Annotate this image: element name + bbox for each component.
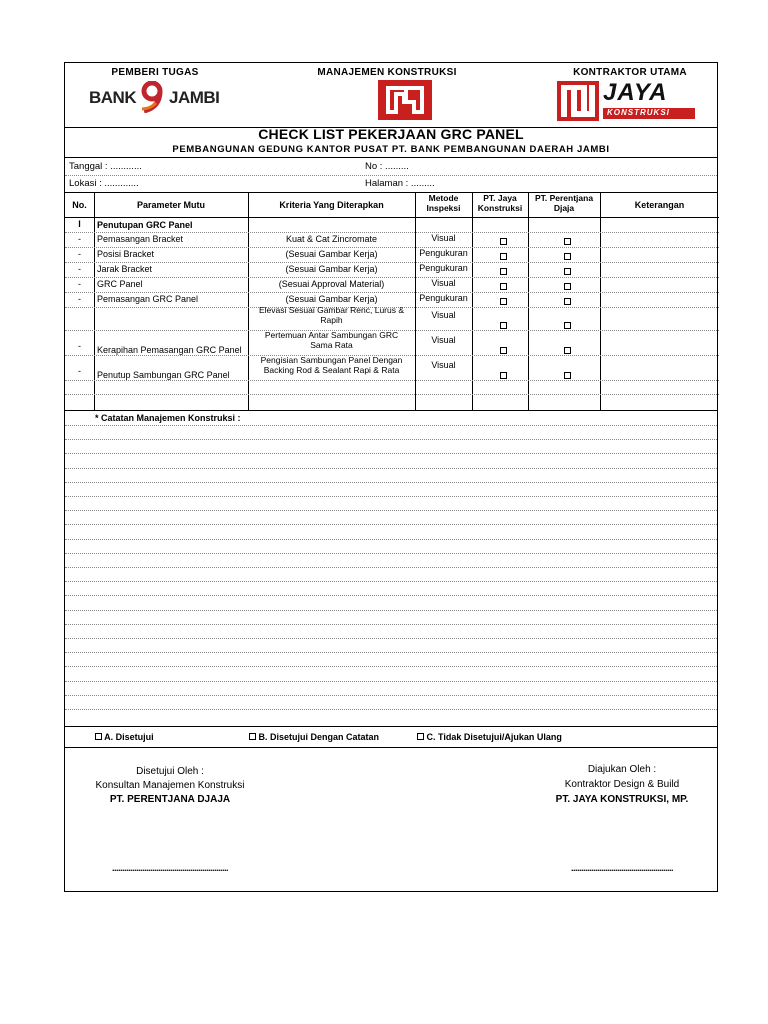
perentjana-checkbox-icon[interactable] bbox=[564, 347, 571, 354]
perentjana-checkbox-icon[interactable] bbox=[564, 298, 571, 305]
approved-by-label: Disetujui Oleh : bbox=[136, 766, 204, 777]
row-parameter: Penutup Sambungan GRC Panel bbox=[97, 370, 230, 380]
jaya-checkbox-icon[interactable] bbox=[500, 372, 507, 379]
bank-nine-icon bbox=[136, 81, 170, 113]
konstruksi-logo-text: KONSTRUKSI bbox=[607, 108, 670, 117]
bank-logo-text: BANK bbox=[89, 88, 137, 107]
perentjana-checkbox-icon[interactable] bbox=[564, 322, 571, 329]
submitted-by-company: PT. JAYA KONSTRUKSI, MP. bbox=[555, 794, 689, 805]
date-field: Tanggal : ............ bbox=[69, 161, 142, 172]
column-header-remarks: Keterangan bbox=[634, 200, 685, 210]
rejected-checkbox-icon[interactable] bbox=[417, 733, 424, 740]
approved-by-company: PT. PERENTJANA DJAJA bbox=[109, 794, 231, 805]
main-contractor-label: KONTRAKTOR UTAMA bbox=[573, 67, 687, 78]
row-method: Visual bbox=[431, 335, 456, 345]
section-number: I bbox=[78, 219, 81, 229]
jaya-checkbox-icon[interactable] bbox=[500, 253, 507, 260]
row-criteria: Elevasi Sesuai Gambar Renc, Lurus & Rapih bbox=[258, 305, 405, 325]
row-number: - bbox=[78, 249, 81, 259]
row-parameter: Jarak Bracket bbox=[97, 264, 153, 274]
checklist-sheet bbox=[64, 62, 718, 892]
option-rejected[interactable]: C. Tidak Disetujui/Ajukan Ulang bbox=[417, 732, 562, 742]
jambi-logo-text: JAMBI bbox=[169, 88, 220, 107]
row-parameter: Kerapihan Pemasangan GRC Panel bbox=[97, 345, 242, 355]
column-header-parameter: Parameter Mutu bbox=[136, 200, 206, 210]
submitter-signature-line[interactable]: ................................................... bbox=[570, 863, 674, 873]
jaya-checkbox-icon[interactable] bbox=[500, 238, 507, 245]
notes-label: * Catatan Manajemen Konstruksi : bbox=[95, 413, 241, 423]
row-criteria: Kuat & Cat Zincromate bbox=[285, 234, 378, 244]
perentjana-checkbox-icon[interactable] bbox=[564, 268, 571, 275]
column-header-method: Metode Inspeksi bbox=[426, 193, 461, 213]
employer-label: PEMBERI TUGAS bbox=[111, 67, 199, 78]
section-title: Penutupan GRC Panel bbox=[97, 220, 193, 230]
row-criteria: (Sesuai Gambar Kerja) bbox=[285, 294, 378, 304]
row-parameter: Pemasangan Bracket bbox=[97, 234, 184, 244]
row-method: Visual bbox=[431, 278, 456, 288]
perentjana-checkbox-icon[interactable] bbox=[564, 253, 571, 260]
column-header-criteria: Kriteria Yang Diterapkan bbox=[279, 200, 384, 210]
row-number: - bbox=[78, 366, 81, 376]
row-method: Visual bbox=[431, 360, 456, 370]
jaya-konstruksi-logo bbox=[557, 81, 697, 121]
row-number: - bbox=[78, 234, 81, 244]
row-method: Visual bbox=[431, 233, 456, 243]
option-approved[interactable]: A. Disetujui bbox=[95, 732, 154, 742]
row-criteria: Pengisian Sambungan Panel Dengan Backing Rod & Sealant Rapi & Rata bbox=[260, 355, 403, 375]
row-parameter: GRC Panel bbox=[97, 279, 143, 289]
row-method: Pengukuran bbox=[419, 263, 468, 273]
row-number: - bbox=[78, 279, 81, 289]
row-parameter: Posisi Bracket bbox=[97, 249, 155, 259]
submitted-by-role: Kontraktor Design & Build bbox=[564, 779, 680, 790]
row-method: Visual bbox=[431, 310, 456, 320]
row-number: - bbox=[78, 341, 81, 351]
jaya-checkbox-icon[interactable] bbox=[500, 347, 507, 354]
row-parameter: Pemasangan GRC Panel bbox=[97, 294, 199, 304]
row-criteria: (Sesuai Gambar Kerja) bbox=[285, 249, 378, 259]
row-criteria: (Sesuai Gambar Kerja) bbox=[285, 264, 378, 274]
row-number: - bbox=[78, 264, 81, 274]
row-method: Pengukuran bbox=[419, 293, 468, 303]
approver-signature-line[interactable]: .......................................................... bbox=[111, 863, 229, 873]
page-number-field: Halaman : ......... bbox=[365, 178, 435, 189]
option-approved-with-notes[interactable]: B. Disetujui Dengan Catatan bbox=[249, 732, 379, 742]
checklist-table bbox=[65, 192, 719, 410]
column-header-jaya: PT. Jaya Konstruksi bbox=[477, 193, 523, 213]
page-title: CHECK LIST PEKERJAAN GRC PANEL bbox=[258, 126, 524, 142]
mk-logo-icon bbox=[378, 80, 432, 120]
perentjana-checkbox-icon[interactable] bbox=[564, 283, 571, 290]
row-criteria: (Sesuai Approval Material) bbox=[278, 279, 385, 289]
jaya-checkbox-icon[interactable] bbox=[500, 322, 507, 329]
row-number: - bbox=[78, 294, 81, 304]
jaya-logo-text: JAYA bbox=[603, 79, 668, 106]
column-header-no: No. bbox=[72, 200, 87, 210]
approved-by-role: Konsultan Manajemen Konstruksi bbox=[95, 780, 245, 791]
column-header-perentjana: PT. Perentjana Djaja bbox=[534, 193, 594, 213]
project-subtitle: PEMBANGUNAN GEDUNG KANTOR PUSAT PT. BANK PEMBANGUNAN DAERAH JAMBI bbox=[172, 144, 610, 155]
bank-jambi-logo bbox=[89, 81, 229, 113]
approved-checkbox-icon[interactable] bbox=[95, 733, 102, 740]
submitted-by-label: Diajukan Oleh : bbox=[587, 764, 657, 775]
number-field: No : ......... bbox=[365, 161, 409, 172]
jaya-checkbox-icon[interactable] bbox=[500, 283, 507, 290]
location-field: Lokasi : ............. bbox=[69, 178, 139, 189]
row-criteria: Pertemuan Antar Sambungan GRC Sama Rata bbox=[264, 330, 399, 350]
row-method: Pengukuran bbox=[419, 248, 468, 258]
jaya-checkbox-icon[interactable] bbox=[500, 298, 507, 305]
perentjana-checkbox-icon[interactable] bbox=[564, 372, 571, 379]
perentjana-checkbox-icon[interactable] bbox=[564, 238, 571, 245]
construction-management-label: MANAJEMEN KONSTRUKSI bbox=[317, 67, 457, 78]
jaya-checkbox-icon[interactable] bbox=[500, 268, 507, 275]
approved-with-notes-checkbox-icon[interactable] bbox=[249, 733, 256, 740]
jaya-mark-icon bbox=[557, 81, 599, 121]
